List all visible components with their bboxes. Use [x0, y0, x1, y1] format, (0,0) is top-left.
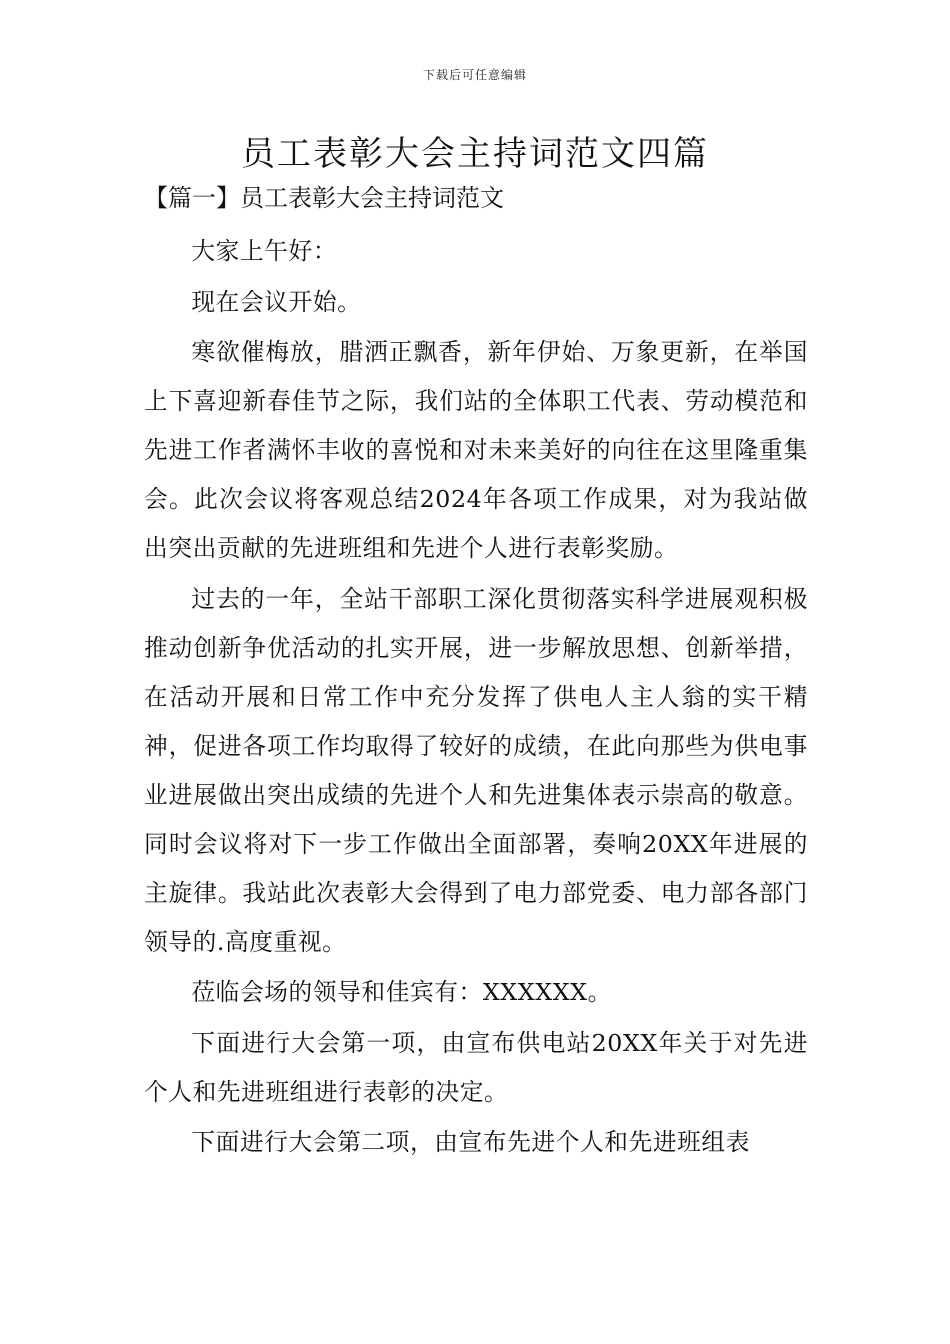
paragraph-guests: 莅临会场的领导和佳宾有：XXXXXX。: [191, 978, 612, 1006]
document-body: [144, 227, 808, 1169]
paragraph-item-two: 下面进行大会第二项，由宣布先进个人和先进班组表: [191, 1128, 751, 1156]
header-note: 下载后可任意编辑: [422, 68, 527, 82]
paragraph-intro: 寒欲催梅放，腊洒正飘香，新年伊始、万象更新，在举国上下喜迎新春佳节之际，我们站的全体职工代表、劳动模范和先进工作者满怀丰收的喜悦和对未来美好的向往在这里隆重集会。此次会议将客观总结2024年各项工作成果，对为我站做出突出贡献的先进班组和先进个人进行表彰奖励。: [144, 338, 808, 562]
document-title: 员工表彰大会主持词范文四篇: [241, 134, 709, 174]
paragraph-greeting: 大家上午好：: [191, 237, 338, 265]
paragraph-review: 过去的一年，全站干部职工深化贯彻落实科学进展观积极推动创新争优活动的扎实开展，进一步解放思想、创新举措，在活动开展和日常工作中充分发挥了供电人主人翁的实干精神，促进各项工作均取得了较好的成绩，在此向那些为供电事业进展做出突出成绩的先进个人和先进集体表示崇高的敬意。同时会议将对下一步工作做出全面部署，奏响20XX年进展的主旋律。我站此次表彰大会得到了电力部党委、电力部各部门领导的.高度重视。: [144, 584, 808, 956]
section-heading: 【篇一】员工表彰大会主持词范文: [144, 184, 504, 212]
paragraph-item-one: 下面进行大会第一项，由宣布供电站20XX年关于对先进个人和先进班组进行表彰的决定。: [144, 1028, 808, 1106]
paragraph-opening: 现在会议开始。: [191, 287, 362, 316]
